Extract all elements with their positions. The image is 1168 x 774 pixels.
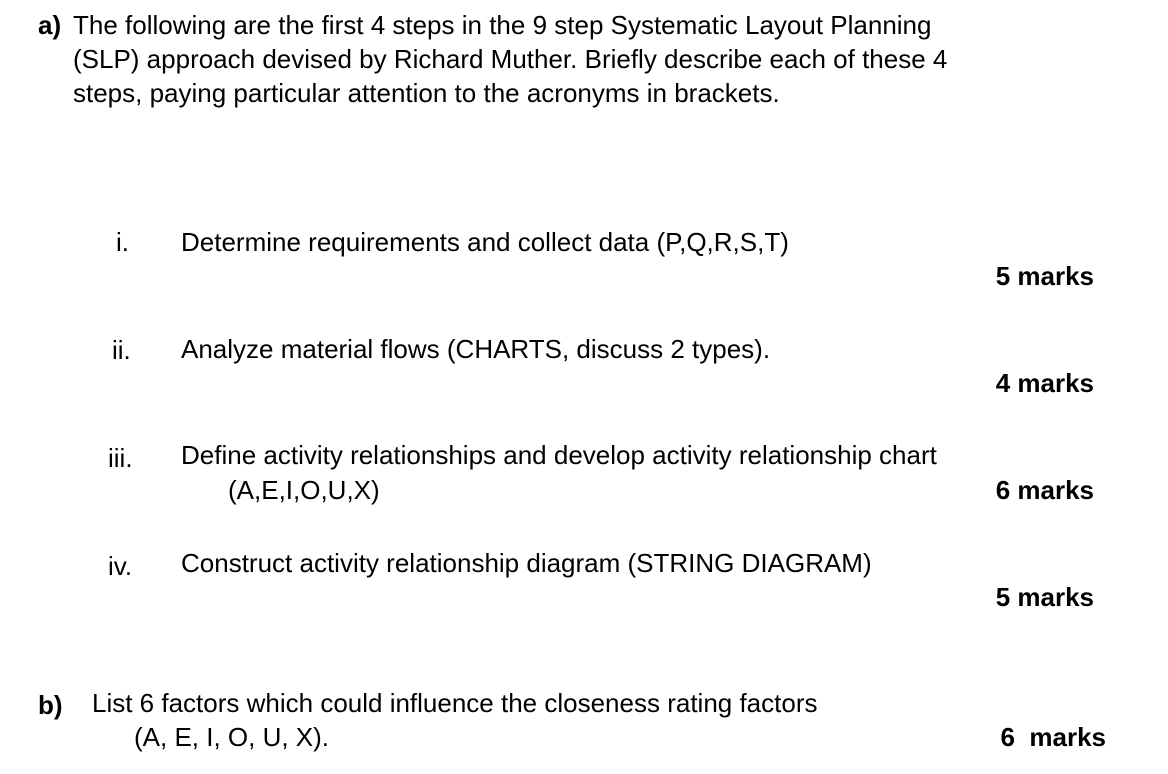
step-marks: 5 marks — [995, 582, 1094, 612]
question-a-intro-line-1: The following are the first 4 steps in the 9 step Systematic Layout Planning — [73, 10, 932, 40]
step-text: Determine requirements and collect data (P,Q,R,S,T) — [181, 227, 789, 257]
step-text: Define activity relationships and develop activity relationship chart — [181, 440, 937, 470]
step-text: Analyze material flows (CHARTS, discuss 2 types). — [181, 334, 771, 364]
step-marks: 6 marks — [995, 475, 1094, 505]
question-b-marks: 6 marks — [1000, 722, 1106, 752]
step-marks: 5 marks — [995, 261, 1094, 291]
step-text: Construct activity relationship diagram (STRING DIAGRAM) — [181, 548, 872, 578]
step-numeral: ii. — [112, 335, 131, 365]
step-numeral: i. — [116, 227, 129, 257]
step-numeral: iv. — [108, 551, 133, 581]
question-b-line-2: (A, E, I, O, U, X). — [134, 722, 330, 752]
question-a-label: a) — [38, 10, 62, 40]
question-b-label: b) — [38, 690, 63, 720]
step-numeral: iii. — [108, 443, 133, 473]
question-b-line-1: List 6 factors which could influence the closeness rating factors — [92, 688, 818, 718]
question-a-intro-line-3: steps, paying particular attention to the acronyms in brackets. — [73, 78, 780, 108]
step-marks: 4 marks — [995, 368, 1094, 398]
step-text-continued: (A,E,I,O,U,X) — [228, 475, 380, 505]
question-a-intro-line-2: (SLP) approach devised by Richard Muther. Briefly describe each of these 4 — [73, 44, 948, 74]
